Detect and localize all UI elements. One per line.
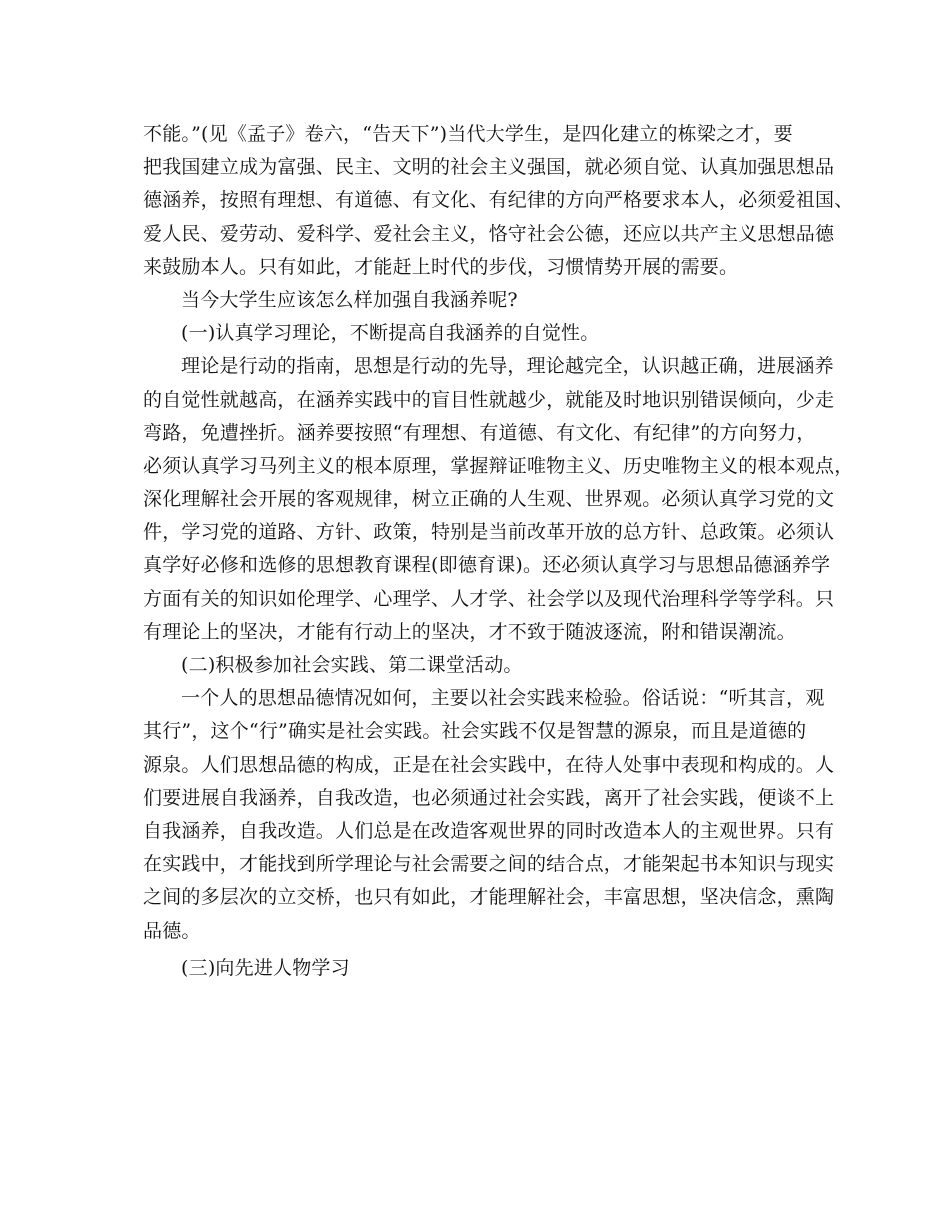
text-line: 理论是行动的指南，思想是行动的先导，理论越完全，认识越正确，进展涵养 (181, 355, 834, 378)
document-body (143, 118, 854, 985)
text-line: 德涵养，按照有理想、有道德、有文化、有纪律的方向严格要求本人，必须爱祖国、 (143, 189, 854, 212)
text-line: 不能。”(见《孟子》卷六，“告天下”)当代大学生，是四化建立的栋梁之才，要 (143, 123, 793, 145)
text-line: 把我国建立成为富强、民主、文明的社会主义强国，就必须自觉、认真加强思想品 (143, 156, 835, 179)
text-line: 之间的多层次的立交桥，也只有如此，才能理解社会，丰富思想，坚决信念，熏陶 (143, 886, 835, 909)
text-line: 方面有关的知识如伦理学、心理学、人才学、社会学以及现代治理科学等学科。只 (143, 587, 835, 610)
text-line: 其行”，这个“行”确实是社会实践。社会实践不仅是智慧的源泉，而且是道德的 (143, 720, 807, 743)
text-line: 深化理解社会开展的客观规律，树立正确的人生观、世界观。必须认真学习党的文 (143, 488, 835, 511)
text-line: 们要进展自我涵养，自我改造，也必须通过社会实践，离开了社会实践，便谈不上 (143, 786, 835, 809)
text-line: 在实践中，才能找到所学理论与社会需要之间的结合点，才能架起书本知识与现实 (143, 853, 835, 876)
text-line: 有理论上的坚决，才能有行动上的坚决，才不致于随波逐流，附和错误潮流。 (143, 620, 796, 643)
section-heading-1: (一)认真学习理论，不断提高自我涵养的自觉性。 (181, 322, 600, 345)
text-line: 真学好必修和选修的思想教育课程(即德育课)。还必须认真学习与思想品德涵养学 (143, 554, 831, 577)
text-line: 源泉。人们思想品德的构成，正是在社会实践中，在待人处事中表现和构成的。人 (143, 753, 835, 776)
text-line: 品德。 (143, 919, 201, 942)
section-heading-3: (三)向先进人物学习 (181, 956, 350, 979)
section-heading-2: (二)积极参加社会实践、第二课堂活动。 (181, 654, 523, 676)
text-line: 件，学习党的道路、方针、政策，特别是当前改革开放的总方针、总政策。必须认 (143, 521, 835, 544)
section-question: 当今大学生应该怎么样加强自我涵养呢? (181, 288, 518, 311)
text-line: 自我涵养，自我改造。人们总是在改造客观世界的同时改造本人的主观世界。只有 (143, 819, 835, 842)
text-line: 爱人民、爱劳动、爱科学、爱社会主义，恪守社会公德，还应以共产主义思想品德 (143, 222, 835, 245)
text-line: 来鼓励本人。只有如此，才能赶上时代的步伐，习惯情势开展的需要。 (143, 255, 739, 278)
text-line: 弯路，免遭挫折。涵养要按照“有理想、有道德、有文化、有纪律”的方向努力， (143, 421, 816, 444)
text-line: 的自觉性就越高，在涵养实践中的盲目性就越少，就能及时地识别错误倾向，少走 (143, 388, 835, 411)
text-line: 必须认真学习马列主义的根本原理，掌握辩证唯物主义、历史唯物主义的根本观点， (143, 454, 854, 477)
text-line: 一个人的思想品德情况如何，主要以社会实践来检验。俗话说：“听其言，观 (181, 687, 825, 710)
